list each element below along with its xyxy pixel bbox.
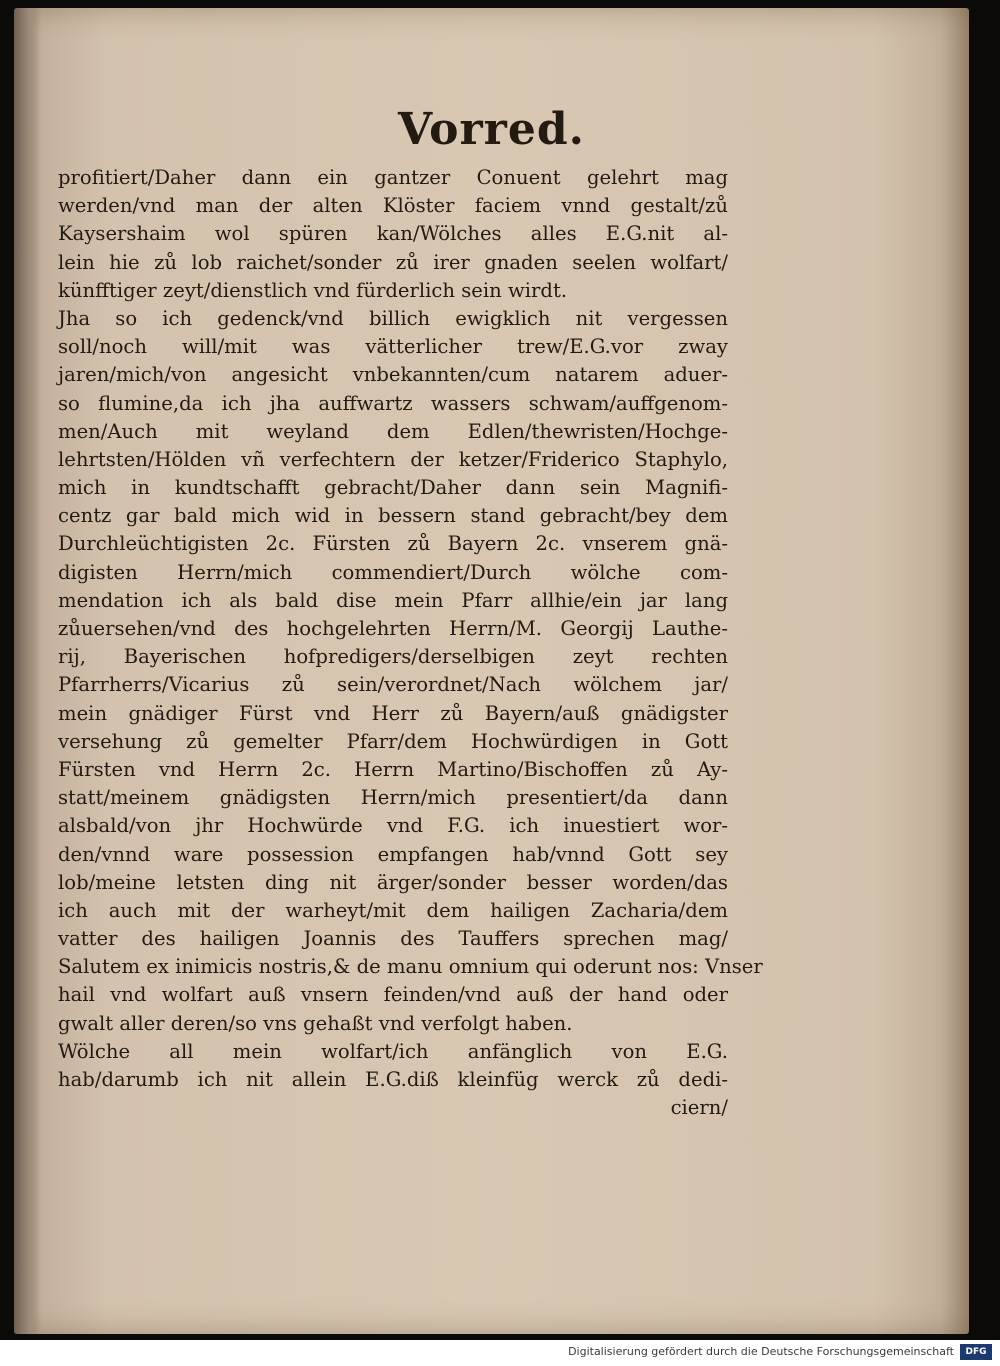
text-line: den/vnnd ware possession empfangen hab/vnnd Gott sey [58,842,728,866]
text-line: soll/noch will/mit was vätterlicher trew/E.G.vor zway [58,335,728,359]
text-line: alsbald/von jhr Hochwürde vnd F.G. ich inuestiert wor- [58,814,728,838]
text-line: zůuersehen/vnd des hochgelehrten Herrn/M. Georgij Lauthe- [58,617,728,640]
page-gutter [14,8,40,1334]
text-line: gwalt aller deren/so vns gehaßt vnd verfolgt haben. [58,1011,573,1035]
text-line: werden/vnd man der alten Klöster faciem vnnd gestalt/zů [58,194,728,218]
text-line: mein gnädiger Fürst vnd Herr zů Bayern/auß gnädigster [58,701,728,725]
text-line: mendation ich als bald dise mein Pfarr allhie/ein jar lang [58,588,728,612]
dfg-logo: DFG [960,1344,992,1360]
text-line: Kaysershaim wol spüren kan/Wölches alles E.G.nit al- [58,222,728,246]
text-line: Fürsten vnd Herrn 2c. Herrn Martino/Bischoffen zů Ay- [58,757,728,781]
text-line: ich auch mit der warheyt/mit dem hailigen Zacharia/dem [58,898,728,922]
text-line: Pfarrherrs/Vicarius zů sein/verordnet/Nach wölchem jar/ [58,673,728,697]
text-line: profitiert/Daher dann ein gantzer Conuent gelehrt mag [58,166,728,189]
book-page [14,8,969,1334]
text-line: mich in kundtschafft gebracht/Daher dann sein Magnifi- [58,476,728,500]
catchword: ciern/ [670,1096,728,1120]
text-line: hab/darumb ich nit allein E.G.diß kleinfüg werck zů dedi- [58,1068,728,1091]
text-line: jaren/mich/von angesicht vnbekannten/cum natarem aduer- [58,363,728,387]
text-line: vatter des hailigen Joannis des Tauffers sprechen mag/ [58,927,728,951]
running-head: Vorred. [398,104,585,155]
text-line: Wölche all mein wolfart/ich anfänglich von E.G. [58,1039,728,1063]
text-line: men/Auch mit weyland dem Edlen/thewristen/Hochge- [58,419,728,443]
text-line: centz gar bald mich wid in bessern stand gebracht/bey dem [58,504,728,528]
footer-bar [0,1340,1000,1366]
text-line: Jha so ich gedenck/vnd billich ewigklich nit vergessen [58,306,728,330]
text-line: statt/meinem gnädigsten Herrn/mich presentiert/da dann [58,786,728,810]
funding-credit: Digitalisierung gefördert durch die Deutsche Forschungsgemeinschaft [568,1345,954,1358]
text-line: lehrtsten/Hölden vñ verfechtern der ketzer/Friderico Staphylo, [58,447,728,471]
text-line: Salutem ex inimicis nostris,& de manu omnium qui oderunt nos: Vnser [58,955,763,979]
text-line: so flumine,da ich jha auffwartz wassers schwam/auffgenom- [58,391,728,415]
text-line: Durchleüchtigisten 2c. Fürsten zů Bayern 2c. vnserem gnä- [58,532,728,556]
text-line: hail vnd wolfart auß vnsern feinden/vnd auß der hand oder [58,983,728,1007]
text-line: künfftiger zeyt/dienstlich vnd fürderlich sein wirdt. [58,278,568,302]
body-text [58,164,763,1122]
text-line: rij, Bayerischen hofpredigers/derselbigen zeyt rechten [58,645,728,669]
text-line: versehung zů gemelter Pfarr/dem Hochwürdigen in Gott [58,729,728,753]
text-line: lein hie zů lob raichet/sonder zů irer gnaden seelen wolfart/ [58,250,728,274]
text-line: lob/meine letsten ding nit ärger/sonder besser worden/das [58,870,728,894]
text-line: digisten Herrn/mich commendiert/Durch wölche com- [58,560,728,584]
